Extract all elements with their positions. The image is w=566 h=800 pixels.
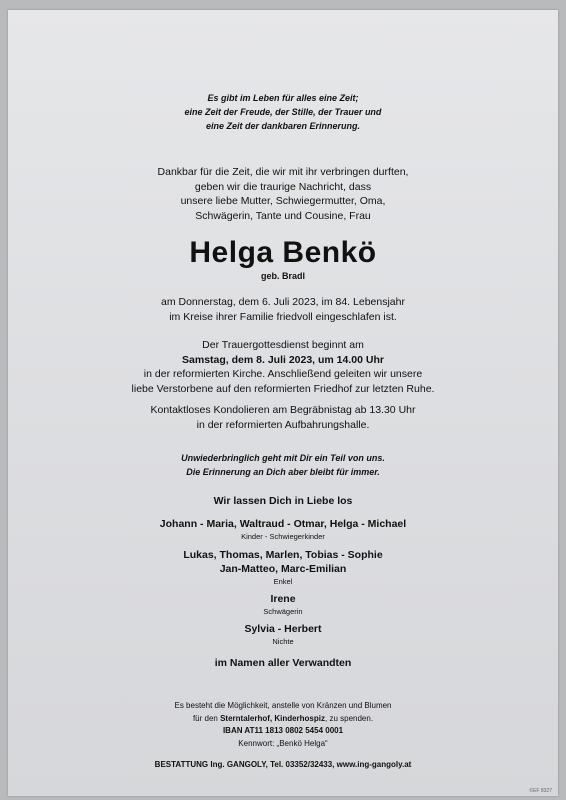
service-date: Samstag, dem 8. Juli 2023, um 14.00 Uhr: [182, 353, 384, 366]
niece-label: Nichte: [272, 637, 294, 646]
donation-keyword: Kennwort: „Benkö Helga“: [238, 738, 328, 748]
grandchildren-line: Lukas, Thomas, Marlen, Tobias - Sophie: [183, 549, 383, 561]
funeral-home-footer: BESTATTUNG Ing. GANGOLY, Tel. 03352/32433, www.ing-gangoly.at: [154, 760, 412, 769]
sister-in-law-label: Schwägerin: [263, 607, 303, 616]
service-intro: Der Trauergottesdienst beginnt am: [202, 339, 364, 351]
intro-line: Schwägerin, Tante und Cousine, Frau: [195, 209, 371, 222]
motto-line: eine Zeit der Freude, der Stille, der Trauer und: [184, 107, 382, 117]
service-line: in der reformierten Kirche. Anschließend geleiten wir unsere: [143, 368, 423, 380]
watermark: ©EF 8327: [529, 788, 552, 794]
condolence-line: in der reformierten Aufbahrungshalle.: [196, 418, 370, 431]
sister-in-law-name: Irene: [270, 593, 296, 605]
intro-line: geben wir die traurige Nachricht, dass: [194, 180, 372, 193]
donation-info: [8, 700, 558, 750]
condolence-line: Kontaktloses Kondolieren am Begräbnistag ab 13.30 Uhr: [150, 404, 416, 416]
donation-line: [8, 713, 558, 726]
service-line: liebe Verstorbene auf den reformierten Friedhof zur letzten Ruhe.: [131, 382, 435, 395]
memorial-quote: [8, 451, 558, 479]
service-info: [8, 338, 558, 396]
donation-prefix: für den: [192, 713, 221, 723]
death-line: im Kreise ihrer Familie friedvoll eingeschlafen ist.: [169, 310, 397, 323]
grandchildren-label: Enkel: [273, 577, 293, 586]
children-names: Johann - Maria, Waltraud - Otmar, Helga - Michael: [159, 518, 407, 530]
intro-text: [8, 165, 558, 223]
niece-names: Sylvia - Herbert: [244, 623, 322, 635]
donation-suffix: , zu spenden.: [325, 713, 374, 723]
intro-line: Dankbar für die Zeit, die wir mit ihr verbringen durften,: [157, 166, 409, 178]
deceased-name: Helga Benkö: [189, 236, 377, 269]
donation-line: Es besteht die Möglichkeit, anstelle von Kränzen und Blumen: [174, 701, 392, 710]
obituary-sheet: [8, 10, 558, 796]
iban: IBAN AT11 1813 0802 5454 0001: [222, 726, 344, 735]
motto-line: Es gibt im Leben für alles eine Zeit;: [207, 93, 359, 103]
motto-line: eine Zeit der dankbaren Erinnerung.: [205, 121, 361, 131]
quote-line: Unwiederbringlich geht mit Dir ein Teil von uns.: [181, 453, 385, 463]
intro-line: unsere liebe Mutter, Schwiegermutter, Oma,: [180, 195, 386, 207]
family-heading: Wir lassen Dich in Liebe los: [213, 495, 353, 507]
grandchildren-line: Jan-Matteo, Marc-Emilian: [219, 563, 347, 575]
grandchildren-names: [8, 548, 558, 576]
death-notice: [8, 295, 558, 324]
children-label: Kinder - Schwiegerkinder: [241, 532, 325, 541]
motto: [8, 91, 558, 133]
birth-name: geb. Bradl: [260, 271, 305, 281]
charity-name: Sterntalerhof, Kinderhospiz: [220, 713, 325, 723]
condolence-info: [8, 403, 558, 432]
quote-line: Die Erinnerung an Dich aber bleibt für immer.: [186, 467, 380, 477]
family-closing: im Namen aller Verwandten: [214, 657, 352, 669]
death-line: am Donnerstag, dem 6. Juli 2023, im 84. Lebensjahr: [161, 296, 405, 308]
